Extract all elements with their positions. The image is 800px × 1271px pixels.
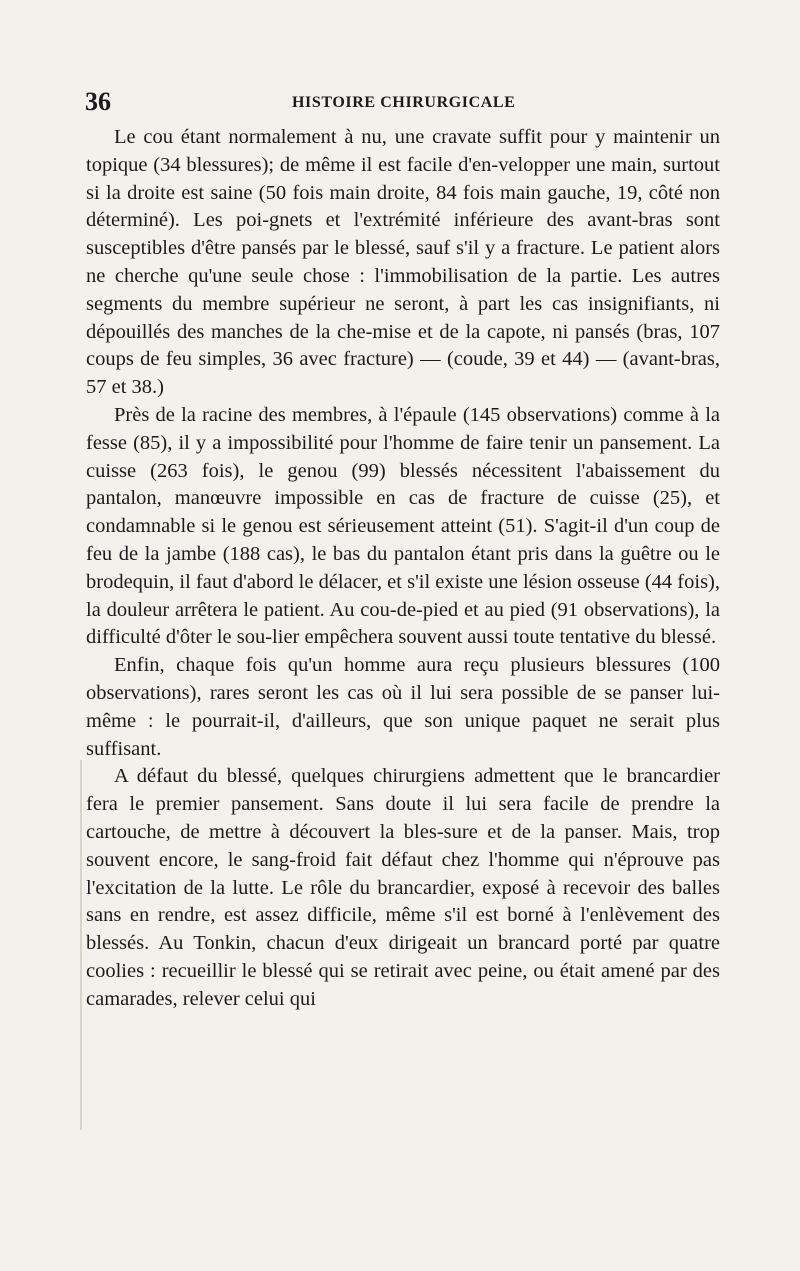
page-header	[85, 88, 725, 116]
paragraph-1: Le cou étant normalement à nu, une cravate suffit pour y maintenir un topique (34 blessures); de même il est facile d'en-velopper une main, surtout si la droite est saine (50 fois main droite, 84 fois main gauche, 19, côté non déterminé). Les poi-gnets et l'extrémité inférieure des avant-bras sont susceptibles d'être pansés par le blessé, sauf s'il y a fracture. Le patient alors ne cherche qu'une seule chose : l'immobilisation de la partie. Les autres segments du membre supérieur ne seront, à part les cas insignifiants, ni dépouillés des manches de la che-mise et de la capote, ni pansés (bras, 107 coups de feu simples, 36 avec fracture) — (coude, 39 et 44) — (avant-bras, 57 et 38.)	[86, 126, 720, 399]
paragraph-3: Enfin, chaque fois qu'un homme aura reçu plusieurs blessures (100 observations), rares seront les cas où il lui sera possible de se panser lui-même : le pourrait-il, d'ailleurs, que son unique paquet ne serait plus suffisant.	[86, 654, 720, 760]
paragraph-4: A défaut du blessé, quelques chirurgiens admettent que le brancardier fera le premier pansement. Sans doute il lui sera facile de prendre la cartouche, de mettre à découvert la bles-sure et de la panser. Mais, trop souvent encore, le sang-froid fait défaut chez l'homme qui n'éprouve pas l'excitation de la lutte. Le rôle du brancardier, exposé à recevoir des balles sans en rendre, est assez difficile, même s'il est borné à l'enlèvement des blessés. Au Tonkin, chacun d'eux dirigeait un brancard porté par quatre coolies : recueillir le blessé qui se retirait avec peine, ou était amené par des camarades, relever celui qui	[86, 765, 720, 1010]
running-title: HISTOIRE CHIRURGICALE	[292, 94, 516, 111]
paragraph-2: Près de la racine des membres, à l'épaule (145 observations) comme à la fesse (85), il y a impossibilité pour l'homme de faire tenir un pansement. La cuisse (263 fois), le genou (99) blessés nécessitent l'abaissement du pantalon, manœuvre impossible en cas de fracture de cuisse (25), et condamnable si le genou est sérieusement atteint (51). S'agit-il d'un coup de feu de la jambe (188 cas), le bas du pantalon étant pris dans la guêtre ou le brodequin, il faut d'abord le délacer, et s'il existe une lésion osseuse (44 fois), la douleur arrêtera le patient. Au cou-de-pied et au pied (91 observations), la difficulté d'ôter le sou-lier empêchera souvent aussi toute tentative du blessé.	[86, 403, 720, 649]
body-text	[86, 124, 720, 1014]
page-edge-shadow	[80, 760, 82, 1130]
page-number: 36	[85, 87, 111, 116]
